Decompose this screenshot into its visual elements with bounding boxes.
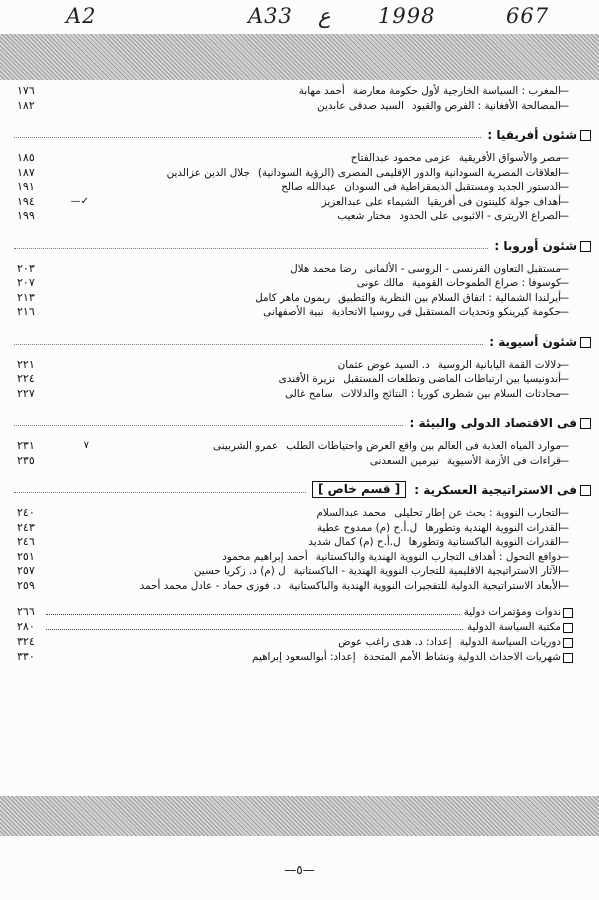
- handwritten-mark: ٧: [83, 440, 89, 451]
- entry-page-number: ٢٠٧: [17, 276, 35, 289]
- entry-title: مصر والأسواق الأفريقية: [458, 152, 561, 164]
- entry-author: ل (م) د. زكريا حسين: [193, 565, 286, 577]
- entry-dash: —: [558, 262, 569, 275]
- entry-page-number: ٣٣٠: [17, 650, 35, 663]
- handwritten-note-d: 1998: [378, 4, 436, 28]
- table-of-contents: [0, 84, 599, 665]
- section-rule: [14, 492, 306, 493]
- entry-author: د. السيد عوض عثمان: [337, 358, 430, 371]
- entry-page-number: ٢٣١: [17, 439, 35, 452]
- entry-page-number: ٢٤٦: [17, 535, 35, 548]
- toc-entry: [0, 506, 599, 521]
- entry-author: مختار شعيب: [337, 210, 392, 222]
- entry-author: رضا محمد هلال: [290, 262, 357, 275]
- entry-title: القدرات النووية الهندية وتطورها: [425, 521, 561, 534]
- toc-entry: [0, 579, 599, 594]
- section-subtitle: [ قسم خاص ]: [312, 481, 406, 498]
- entry-dash: —: [558, 550, 569, 563]
- leader-dots: [46, 620, 463, 630]
- section-heading: [0, 480, 599, 500]
- section-rule: [14, 425, 403, 426]
- entry-page-number: ١٩٩: [17, 209, 35, 222]
- entry-author: مالك عونى: [356, 277, 404, 289]
- entry-title: حكومة كيرينكو وتحديات المستقبل فى روسيا الاتحادية: [331, 306, 561, 318]
- entry-page-number: ١٩٤: [17, 194, 35, 208]
- entry-page-number: ١٨٢: [17, 98, 35, 112]
- entry-page-number: ١٨٧: [17, 165, 35, 179]
- entry-title: دوريات السياسة الدولية: [459, 636, 561, 648]
- section-heading: [0, 332, 599, 352]
- handwritten-mark: ✓—: [70, 195, 89, 207]
- entry-page-number: ٢١٣: [17, 290, 35, 304]
- entry-page-number: ٢٥٧: [17, 564, 35, 577]
- entry-title: القدرات النووية الباكستانية وتطورها: [408, 536, 561, 548]
- toc-entry: [0, 439, 599, 454]
- checkbox-square-icon: [580, 337, 591, 348]
- checkbox-square-icon: [563, 638, 573, 648]
- section-heading: [0, 125, 599, 145]
- toc-entry: [0, 195, 599, 210]
- entry-title: الأبعاد الاستراتيجية الدولية للتفجيرات النووية الهندية والباكستانية: [288, 579, 561, 592]
- leader-dots: [46, 605, 460, 615]
- entry-title: موارد المياه العذبة فى العالم بين واقع العرض واحتياطات الطلب: [286, 440, 561, 452]
- entry-dash: —: [558, 521, 569, 534]
- section-title: شئون أفريقيا :: [487, 128, 577, 142]
- toc-entry: [0, 564, 599, 579]
- toc-entry: [0, 635, 599, 650]
- entry-dash: —: [558, 181, 569, 193]
- entry-author: نبية الأصفهانى: [263, 306, 324, 318]
- section-rule: [14, 344, 483, 345]
- section-title: شئون أسيوية :: [489, 334, 577, 349]
- entry-title: الآثار الاستراتيجية الاقليمية للتجارب النووية الهندية - الباكستانية: [293, 565, 561, 577]
- entry-author: أحمد مهابة: [298, 85, 345, 97]
- footer-pattern-band: [0, 796, 599, 836]
- entry-author: سامح غالى: [284, 387, 333, 400]
- toc-entry: [0, 291, 599, 306]
- handwritten-note-a: A2: [66, 4, 97, 28]
- entry-dash: —: [558, 166, 569, 179]
- checkbox-square-icon: [580, 418, 591, 429]
- toc-entry: [0, 305, 599, 320]
- checkbox-square-icon: [563, 608, 573, 618]
- entry-dash: —: [558, 358, 569, 371]
- entry-dash: —: [558, 387, 569, 400]
- toc-entry: [0, 387, 599, 402]
- entry-dash: —: [558, 507, 569, 519]
- entry-author: نزيرة الأفندى: [278, 373, 336, 385]
- section-gap: [0, 468, 599, 480]
- toc-entry: [0, 454, 599, 469]
- entry-page-number: ١٨٥: [17, 151, 35, 164]
- entry-title: ندوات ومؤتمرات دولية: [463, 606, 561, 618]
- entry-author: إعداد: أبوالسعود إبراهيم: [252, 651, 356, 663]
- toc-entry: [0, 276, 599, 291]
- entry-page-number: ٢٤٠: [17, 506, 35, 519]
- toc-entry: [0, 84, 599, 99]
- entry-dash: —: [558, 210, 569, 222]
- entry-page-number: ٢٦٦: [17, 605, 35, 618]
- entry-page-number: ٢٥٩: [17, 578, 35, 592]
- entry-page-number: ١٧٦: [17, 84, 35, 97]
- toc-entry: [0, 209, 599, 224]
- handwritten-note-b: A33: [248, 4, 293, 28]
- entry-author: عمرو الشربينى: [213, 440, 279, 452]
- entry-title: قراءات فى الأزمة الأسيوية: [446, 454, 561, 467]
- handwritten-note-c: ع: [318, 4, 331, 28]
- entry-author: جلال الدين عزالدين: [166, 166, 250, 179]
- entry-title: أندونيسيا بين ارتباطات الماضى وتطلعات المستقبل: [343, 373, 561, 385]
- entry-title: أيرلندا الشمالية : اتفاق السلام بين النظرية والتطبيق: [338, 291, 561, 304]
- checkbox-square-icon: [563, 623, 573, 633]
- entry-dash: —: [558, 306, 569, 318]
- section-rule: [14, 137, 481, 138]
- entry-title: شهريات الاحداث الدولية ونشاط الأمم المتحدة: [363, 651, 561, 663]
- toc-entry: [0, 605, 599, 620]
- toc-entry: [0, 166, 599, 181]
- entry-title: أهداف جولة كلينتون فى أفريقيا: [427, 195, 561, 208]
- section-gap: [0, 113, 599, 125]
- entry-dash: —: [558, 99, 569, 112]
- entry-title: التجارب النووية : بحث عن إطار تحليلى: [394, 507, 561, 519]
- entry-title: العلاقات المصرية السودانية والدور الإقليمى المصرى (الرؤية السودانية): [257, 166, 561, 179]
- toc-entry: [0, 99, 599, 114]
- toc-entry: [0, 620, 599, 635]
- section-gap: [0, 320, 599, 332]
- entry-author: نيرمين السعدنى: [369, 454, 439, 467]
- section-gap: [0, 593, 599, 605]
- entry-page-number: ٣٢٤: [17, 635, 35, 648]
- entry-author: السيد صدقى عابدين: [317, 99, 404, 112]
- toc-entry: [0, 358, 599, 373]
- entry-title: دلالات القمة اليابانية الروسية: [437, 358, 561, 371]
- entry-author: ريمون ماهر كامل: [255, 291, 331, 304]
- entry-author: إعداد: د. هدى راغب عوض: [338, 636, 452, 648]
- entry-dash: —: [558, 373, 569, 385]
- toc-entry: [0, 650, 599, 665]
- entry-page-number: ٢٣٥: [17, 453, 35, 467]
- entry-dash: —: [558, 440, 569, 452]
- toc-entry: [0, 151, 599, 166]
- checkbox-square-icon: [580, 130, 591, 141]
- toc-entry: [0, 535, 599, 550]
- entry-dash: —: [558, 579, 569, 592]
- entry-dash: —: [558, 152, 569, 164]
- entry-title: الصراع الاريترى - الاثيوبى على الحدود: [399, 210, 561, 222]
- entry-author: ل.أ.ح (م) ممدوح عطية: [316, 521, 418, 534]
- entry-author: د. فوزى حماد - عادل محمد أحمد: [139, 579, 281, 592]
- section-title: فى الاستراتيجية العسكرية :: [414, 483, 577, 497]
- toc-entry: [0, 180, 599, 195]
- entry-dash: —: [558, 536, 569, 548]
- entry-title: كوسوفا : صراع الطموحات القومية: [411, 277, 561, 289]
- entry-title: محادثات السلام بين شطرى كوريا : النتائج والدلالات: [340, 387, 561, 400]
- entry-title: مستقبل التعاون الفرنسى - الروسى - الألمانى: [364, 262, 561, 275]
- entry-dash: —: [558, 291, 569, 304]
- entry-author: الشيماء على عبدالعزيز: [321, 195, 420, 208]
- toc-entry: [0, 550, 599, 565]
- toc-entry: [0, 262, 599, 277]
- header-pattern-band: [0, 34, 599, 80]
- section-heading: [0, 413, 599, 433]
- entry-author: محمد عبدالسلام: [316, 507, 387, 519]
- entry-title: مكتبة السياسة الدولية: [466, 621, 561, 633]
- entry-page-number: ٢٢٧: [17, 386, 35, 400]
- section-gap: [0, 224, 599, 236]
- entry-title: الدستور الجديد ومستقبل الديمقراطية فى السودان: [344, 181, 561, 193]
- section-rule: [14, 248, 488, 249]
- entry-page-number: ٢٢١: [17, 357, 35, 371]
- checkbox-square-icon: [563, 653, 573, 663]
- entry-author: عزمى محمود عبدالفتاح: [350, 152, 451, 164]
- section-heading: [0, 236, 599, 256]
- entry-title: دوافع التحول : أهداف التجارب النووية الهندية والباكستانية: [315, 550, 561, 563]
- entry-page-number: ٢٥١: [17, 549, 35, 563]
- entry-author: أحمد إبراهيم محمود: [222, 550, 308, 563]
- entry-dash: —: [558, 195, 569, 208]
- entry-dash: —: [558, 454, 569, 467]
- entry-page-number: ١٩١: [17, 180, 35, 193]
- checkbox-square-icon: [580, 485, 591, 496]
- section-title: شئون أوروبا :: [494, 238, 577, 253]
- page-number: —٥—: [284, 863, 315, 877]
- toc-entry: [0, 521, 599, 536]
- entry-dash: —: [558, 277, 569, 289]
- checkbox-square-icon: [580, 241, 591, 252]
- entry-page-number: ٢٢٤: [17, 372, 35, 385]
- entry-dash: —: [558, 85, 569, 97]
- handwritten-note-e: 667: [506, 4, 550, 28]
- section-gap: [0, 401, 599, 413]
- entry-title: المصالحة الأفغانية : الفرص والقيود: [411, 99, 561, 112]
- entry-dash: —: [558, 565, 569, 577]
- entry-page-number: ٢٠٣: [17, 261, 35, 275]
- entry-page-number: ٢٤٣: [17, 520, 35, 534]
- entry-author: عبدالله صالح: [281, 181, 337, 193]
- entry-page-number: ٢٨٠: [17, 620, 35, 633]
- entry-page-number: ٢١٦: [17, 305, 35, 318]
- section-title: فى الاقتصاد الدولى والبيئة :: [409, 416, 577, 430]
- entry-title: المغرب : السياسة الخارجية لأول حكومة معارضة: [352, 85, 561, 97]
- toc-entry: [0, 372, 599, 387]
- entry-author: ل.أ.ح (م) كمال شديد: [308, 536, 401, 548]
